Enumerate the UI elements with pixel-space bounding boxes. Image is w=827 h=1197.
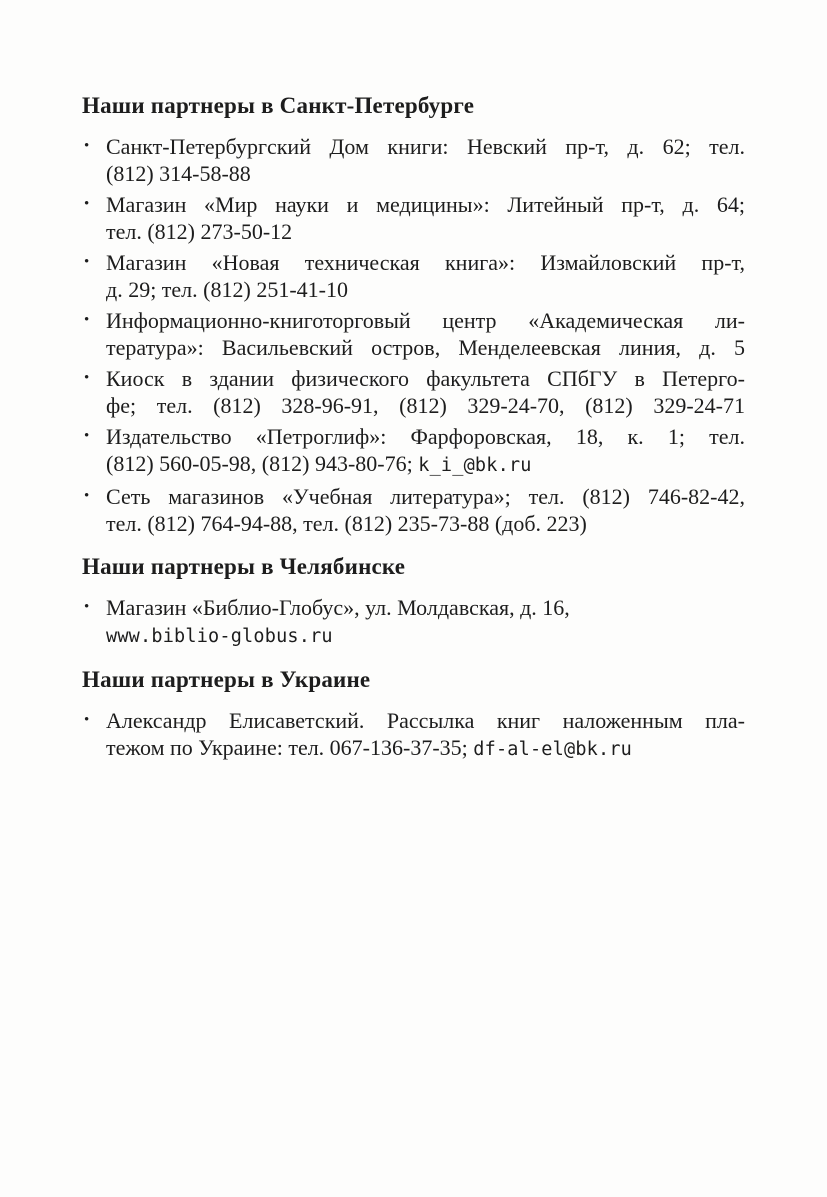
- text-line: [106, 707, 745, 734]
- phone-text: (812) 560-05-98, (812) 943-80-76;: [106, 451, 419, 476]
- bullet-icon: •: [84, 312, 90, 328]
- phone-text: тел. (812) 764-94-88, тел. (812) 235-73-88 (доб. 223): [106, 511, 587, 536]
- section-heading: Наши партнеры в Челябинске: [82, 554, 406, 579]
- text-line: [106, 450, 745, 479]
- bullet-icon: •: [84, 599, 90, 615]
- bullet-icon: •: [84, 254, 90, 270]
- item-lines: [106, 594, 745, 650]
- partners-page-content: [82, 92, 745, 779]
- item-lines: [106, 365, 745, 419]
- text-line: [106, 621, 745, 650]
- partner-list-item: [82, 365, 745, 419]
- section-spb: [82, 92, 745, 537]
- partner-list-item: [82, 707, 745, 763]
- partner-text: Магазин «Новая техническая книга»: Измайловский пр-т,: [106, 250, 745, 275]
- partner-text: Информационно-книготорговый центр «Академическая ли-: [106, 308, 745, 333]
- phone-text: д. 29; тел. (812) 251-41-10: [106, 277, 348, 302]
- text-line: [106, 510, 745, 537]
- partner-list-item: [82, 191, 745, 245]
- text-line: [106, 734, 745, 763]
- section-chelyabinsk: [82, 553, 745, 650]
- phone-text: тежом по Украине: тел. 067-136-37-35;: [106, 735, 474, 760]
- section-heading: Наши партнеры в Украине: [82, 667, 371, 692]
- partner-list-item: [82, 594, 745, 650]
- partner-list-item: [82, 483, 745, 537]
- text-line: [106, 307, 745, 334]
- partner-text: Издательство «Петроглиф»: Фарфоровская, 18, к. 1; тел.: [106, 424, 745, 449]
- phone-text: (812) 314-58-88: [106, 161, 251, 186]
- address-text: тература»: Васильевский остров, Менделеевская линия, д. 5: [106, 335, 745, 360]
- partner-text: Александр Елисаветский. Рассылка книг наложенным пла-: [106, 708, 745, 733]
- text-line: [106, 249, 745, 276]
- partner-text: Магазин «Мир науки и медицины»: Литейный пр-т, д. 64;: [106, 192, 745, 217]
- bullet-icon: •: [84, 712, 90, 728]
- item-lines: [106, 191, 745, 245]
- section-heading: Наши партнеры в Санкт-Петербурге: [82, 93, 475, 118]
- email-text: df-al-el@bk.ru: [473, 739, 633, 760]
- phone-text: тел. (812) 273-50-12: [106, 219, 293, 244]
- partner-text: Санкт-Петербургский Дом книги: Невский пр-т, д. 62; тел.: [106, 134, 745, 159]
- partner-text: Магазин «Библио-Глобус», ул. Молдавская, д. 16,: [106, 595, 570, 620]
- text-line: [106, 365, 745, 392]
- bullet-icon: •: [84, 138, 90, 154]
- item-lines: [106, 307, 745, 361]
- text-line: [106, 423, 745, 450]
- text-line: [106, 392, 745, 419]
- bullet-icon: •: [84, 370, 90, 386]
- phone-text: фе; тел. (812) 328-96-91, (812) 329-24-70, (812) 329-24-71: [106, 393, 745, 418]
- text-line: [106, 191, 745, 218]
- partner-list-item: [82, 423, 745, 479]
- partner-text: Сеть магазинов «Учебная литература»; тел. (812) 746-82-42,: [106, 484, 745, 509]
- partner-text: Киоск в здании физического факультета СПбГУ в Петерго-: [106, 366, 745, 391]
- section-ukraine: [82, 666, 745, 763]
- item-lines: [106, 483, 745, 537]
- bullet-icon: •: [84, 196, 90, 212]
- item-lines: [106, 423, 745, 479]
- bullet-icon: •: [84, 428, 90, 444]
- text-line: [106, 133, 745, 160]
- text-line: [106, 334, 745, 361]
- url-text: www.biblio-globus.ru: [106, 626, 333, 647]
- text-line: [106, 218, 745, 245]
- item-lines: [106, 133, 745, 187]
- item-lines: [106, 249, 745, 303]
- bullet-icon: •: [84, 488, 90, 504]
- text-line: [106, 276, 745, 303]
- partner-list-item: [82, 249, 745, 303]
- text-line: [106, 483, 745, 510]
- text-line: [106, 594, 745, 621]
- text-line: [106, 160, 745, 187]
- partner-list-item: [82, 307, 745, 361]
- email-text: k_i_@bk.ru: [418, 455, 532, 476]
- partner-list-item: [82, 133, 745, 187]
- item-lines: [106, 707, 745, 763]
